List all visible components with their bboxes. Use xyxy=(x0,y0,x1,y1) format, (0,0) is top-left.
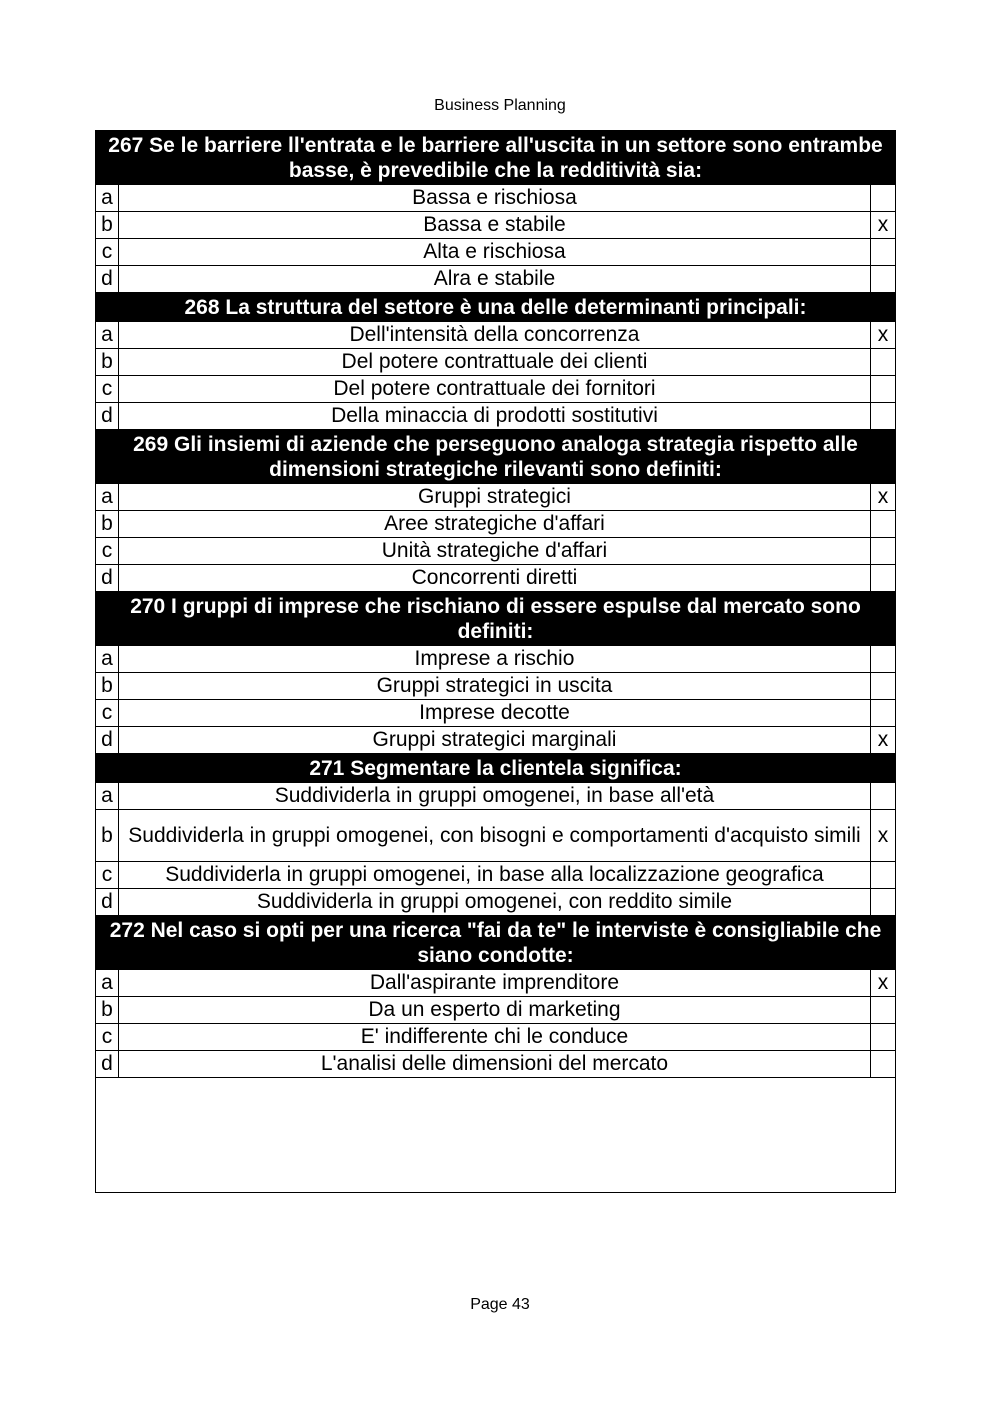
answer-letter: d xyxy=(96,1051,119,1078)
answer-row xyxy=(96,212,896,239)
blank-cell xyxy=(96,1078,896,1193)
answer-mark xyxy=(870,1024,895,1051)
answer-letter: a xyxy=(96,185,119,212)
answer-letter: a xyxy=(96,783,119,810)
answer-text: Imprese decotte xyxy=(119,700,871,727)
answer-letter: c xyxy=(96,376,119,403)
answer-row xyxy=(96,862,896,889)
answer-text: Concorrenti diretti xyxy=(119,565,871,592)
answer-row xyxy=(96,322,896,349)
answer-letter: c xyxy=(96,700,119,727)
blank-row xyxy=(96,1078,896,1193)
question-text: 269 Gli insiemi di aziende che perseguono analoga strategia rispetto alle dimensioni strategiche rilevanti sono definiti: xyxy=(96,430,896,484)
answer-row xyxy=(96,646,896,673)
question-text: 267 Se le barriere ll'entrata e le barriere all'uscita in un settore sono entrambe basse, è prevedibile che la redditività sia: xyxy=(96,131,896,185)
answer-letter: b xyxy=(96,997,119,1024)
answer-text: Bassa e rischiosa xyxy=(119,185,871,212)
answer-letter: d xyxy=(96,266,119,293)
answer-mark: x xyxy=(870,322,895,349)
answer-row xyxy=(96,484,896,511)
answer-mark xyxy=(870,565,895,592)
answer-mark xyxy=(870,862,895,889)
answer-mark xyxy=(870,673,895,700)
answer-mark xyxy=(870,997,895,1024)
answer-text: Aree strategiche d'affari xyxy=(119,511,871,538)
answer-mark xyxy=(870,783,895,810)
answer-text: Dall'aspirante imprenditore xyxy=(119,970,871,997)
question-text: 270 I gruppi di imprese che rischiano di essere espulse dal mercato sono definiti: xyxy=(96,592,896,646)
answer-letter: b xyxy=(96,212,119,239)
answer-row xyxy=(96,239,896,266)
answer-row xyxy=(96,970,896,997)
answer-mark xyxy=(870,266,895,293)
answer-text: Suddividerla in gruppi omogenei, con reddito simile xyxy=(119,889,871,916)
answer-text: Gruppi strategici xyxy=(119,484,871,511)
answer-row xyxy=(96,349,896,376)
answer-letter: c xyxy=(96,862,119,889)
answer-letter: d xyxy=(96,403,119,430)
answer-row xyxy=(96,185,896,212)
answer-mark xyxy=(870,376,895,403)
answer-mark: x xyxy=(870,970,895,997)
page-header: Business Planning xyxy=(434,97,566,114)
answer-mark xyxy=(870,403,895,430)
answer-row xyxy=(96,997,896,1024)
question-text: 272 Nel caso si opti per una ricerca "fai da te" le interviste è consigliabile che siano condotte: xyxy=(96,916,896,970)
answer-row xyxy=(96,376,896,403)
answer-row xyxy=(96,538,896,565)
question-text: 271 Segmentare la clientela significa: xyxy=(96,754,896,783)
answer-mark: x xyxy=(870,727,895,754)
answer-letter: a xyxy=(96,970,119,997)
answer-mark: x xyxy=(870,212,895,239)
answer-text: Gruppi strategici in uscita xyxy=(119,673,871,700)
answer-mark xyxy=(870,538,895,565)
answer-text: Dell'intensità della concorrenza xyxy=(119,322,871,349)
answer-mark xyxy=(870,511,895,538)
answer-row xyxy=(96,403,896,430)
answer-row xyxy=(96,673,896,700)
question-row xyxy=(96,131,896,185)
answer-text: Suddividerla in gruppi omogenei, in base all'età xyxy=(119,783,871,810)
answer-mark: x xyxy=(870,484,895,511)
answer-text: Alra e stabile xyxy=(119,266,871,293)
answer-row xyxy=(96,266,896,293)
answer-letter: b xyxy=(96,511,119,538)
answer-text: Suddividerla in gruppi omogenei, in base alla localizzazione geografica xyxy=(119,862,871,889)
answer-letter: c xyxy=(96,1024,119,1051)
quiz-table xyxy=(95,130,896,1193)
answer-mark xyxy=(870,700,895,727)
question-row xyxy=(96,754,896,783)
answer-row xyxy=(96,1024,896,1051)
answer-text: Del potere contrattuale dei clienti xyxy=(119,349,871,376)
answer-letter: c xyxy=(96,239,119,266)
question-row xyxy=(96,916,896,970)
answer-letter: a xyxy=(96,322,119,349)
question-row xyxy=(96,430,896,484)
answer-text: Da un esperto di marketing xyxy=(119,997,871,1024)
answer-mark xyxy=(870,1051,895,1078)
answer-letter: b xyxy=(96,349,119,376)
answer-row xyxy=(96,565,896,592)
answer-letter: c xyxy=(96,538,119,565)
page-number: Page 43 xyxy=(470,1296,530,1313)
answer-row xyxy=(96,889,896,916)
answer-text: Unità strategiche d'affari xyxy=(119,538,871,565)
question-text: 268 La struttura del settore è una delle determinanti principali: xyxy=(96,293,896,322)
answer-mark xyxy=(870,185,895,212)
answer-text: Imprese a rischio xyxy=(119,646,871,673)
answer-row xyxy=(96,1051,896,1078)
answer-letter: b xyxy=(96,810,119,862)
answer-mark xyxy=(870,646,895,673)
answer-row xyxy=(96,783,896,810)
answer-text: E' indifferente chi le conduce xyxy=(119,1024,871,1051)
answer-letter: d xyxy=(96,889,119,916)
answer-letter: d xyxy=(96,565,119,592)
answer-text: Gruppi strategici marginali xyxy=(119,727,871,754)
answer-letter: a xyxy=(96,484,119,511)
answer-mark xyxy=(870,889,895,916)
answer-letter: d xyxy=(96,727,119,754)
question-row xyxy=(96,293,896,322)
answer-mark xyxy=(870,239,895,266)
answer-row xyxy=(96,810,896,862)
answer-letter: a xyxy=(96,646,119,673)
answer-mark xyxy=(870,349,895,376)
answer-row xyxy=(96,700,896,727)
answer-row xyxy=(96,511,896,538)
quiz-body xyxy=(96,131,896,1193)
answer-text: Bassa e stabile xyxy=(119,212,871,239)
question-row xyxy=(96,592,896,646)
answer-row xyxy=(96,727,896,754)
answer-text: L'analisi delle dimensioni del mercato xyxy=(119,1051,871,1078)
answer-letter: b xyxy=(96,673,119,700)
answer-text: Della minaccia di prodotti sostitutivi xyxy=(119,403,871,430)
answer-text: Alta e rischiosa xyxy=(119,239,871,266)
answer-text: Suddividerla in gruppi omogenei, con bisogni e comportamenti d'acquisto simili xyxy=(119,810,871,862)
answer-text: Del potere contrattuale dei fornitori xyxy=(119,376,871,403)
answer-mark: x xyxy=(870,810,895,862)
